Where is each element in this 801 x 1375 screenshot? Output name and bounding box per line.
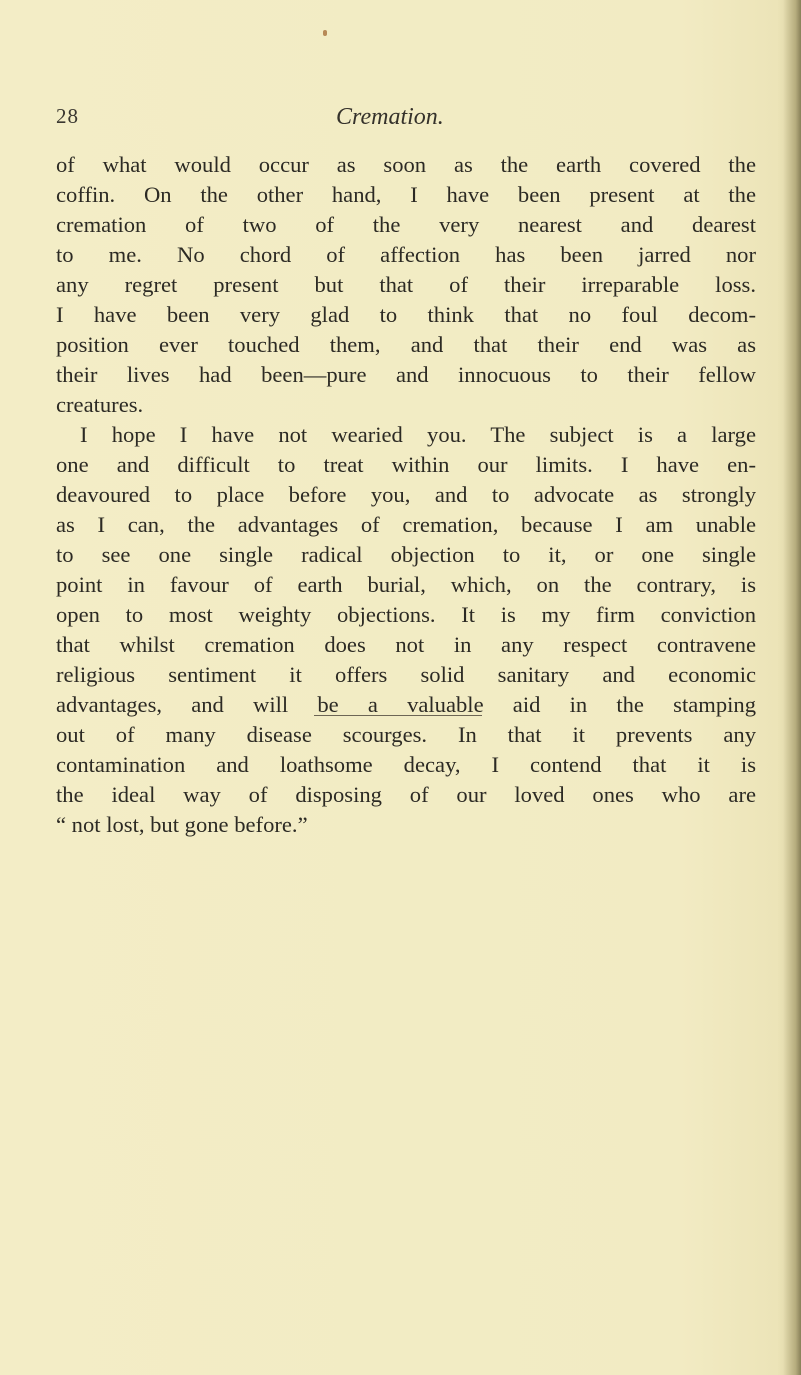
text-line: coffin. On the other hand, I have been present at the (56, 182, 756, 207)
text-line: out of many disease scourges. In that it prevents any (56, 722, 756, 747)
text-line: as I can, the advantages of cremation, because I am unable (56, 512, 756, 537)
text-line: advantages, and will be a valuable aid in the stamping (56, 692, 756, 717)
text-line: point in favour of earth burial, which, on the contrary, is (56, 572, 756, 597)
running-head (56, 104, 746, 144)
text-line: to see one single radical objection to it, or one single (56, 542, 756, 567)
text-line: creatures. (56, 392, 144, 417)
text-line: of what would occur as soon as the earth covered the (56, 152, 756, 177)
text-line: to me. No chord of affection has been jarred nor (56, 242, 756, 267)
page-edge-shadow (783, 0, 801, 1375)
page-number: 28 (56, 104, 79, 128)
running-title: Cremation. (336, 104, 444, 130)
text-line: “ not lost, but gone before.” (56, 812, 308, 837)
text-line: deavoured to place before you, and to advocate as strongly (56, 482, 756, 507)
text-line: that whilst cremation does not in any respect contravene (56, 632, 756, 657)
text-line: open to most weighty objections. It is my firm conviction (56, 602, 756, 627)
text-line: I have been very glad to think that no foul decom- (56, 302, 756, 327)
text-line: one and difficult to treat within our limits. I have en- (56, 452, 756, 477)
text-line: the ideal way of disposing of our loved ones who are (56, 782, 756, 807)
text-line: any regret present but that of their irreparable loss. (56, 272, 756, 297)
body-text (56, 150, 756, 840)
text-line: religious sentiment it offers solid sanitary and economic (56, 662, 756, 687)
text-line: their lives had been—pure and innocuous to their fellow (56, 362, 756, 387)
text-line: I hope I have not wearied you. The subject is a large (80, 422, 756, 447)
text-line: position ever touched them, and that their end was as (56, 332, 756, 357)
text-line: contamination and loathsome decay, I contend that it is (56, 752, 756, 777)
text-line: cremation of two of the very nearest and dearest (56, 212, 756, 237)
ink-mark (323, 30, 327, 36)
end-rule (314, 715, 482, 716)
